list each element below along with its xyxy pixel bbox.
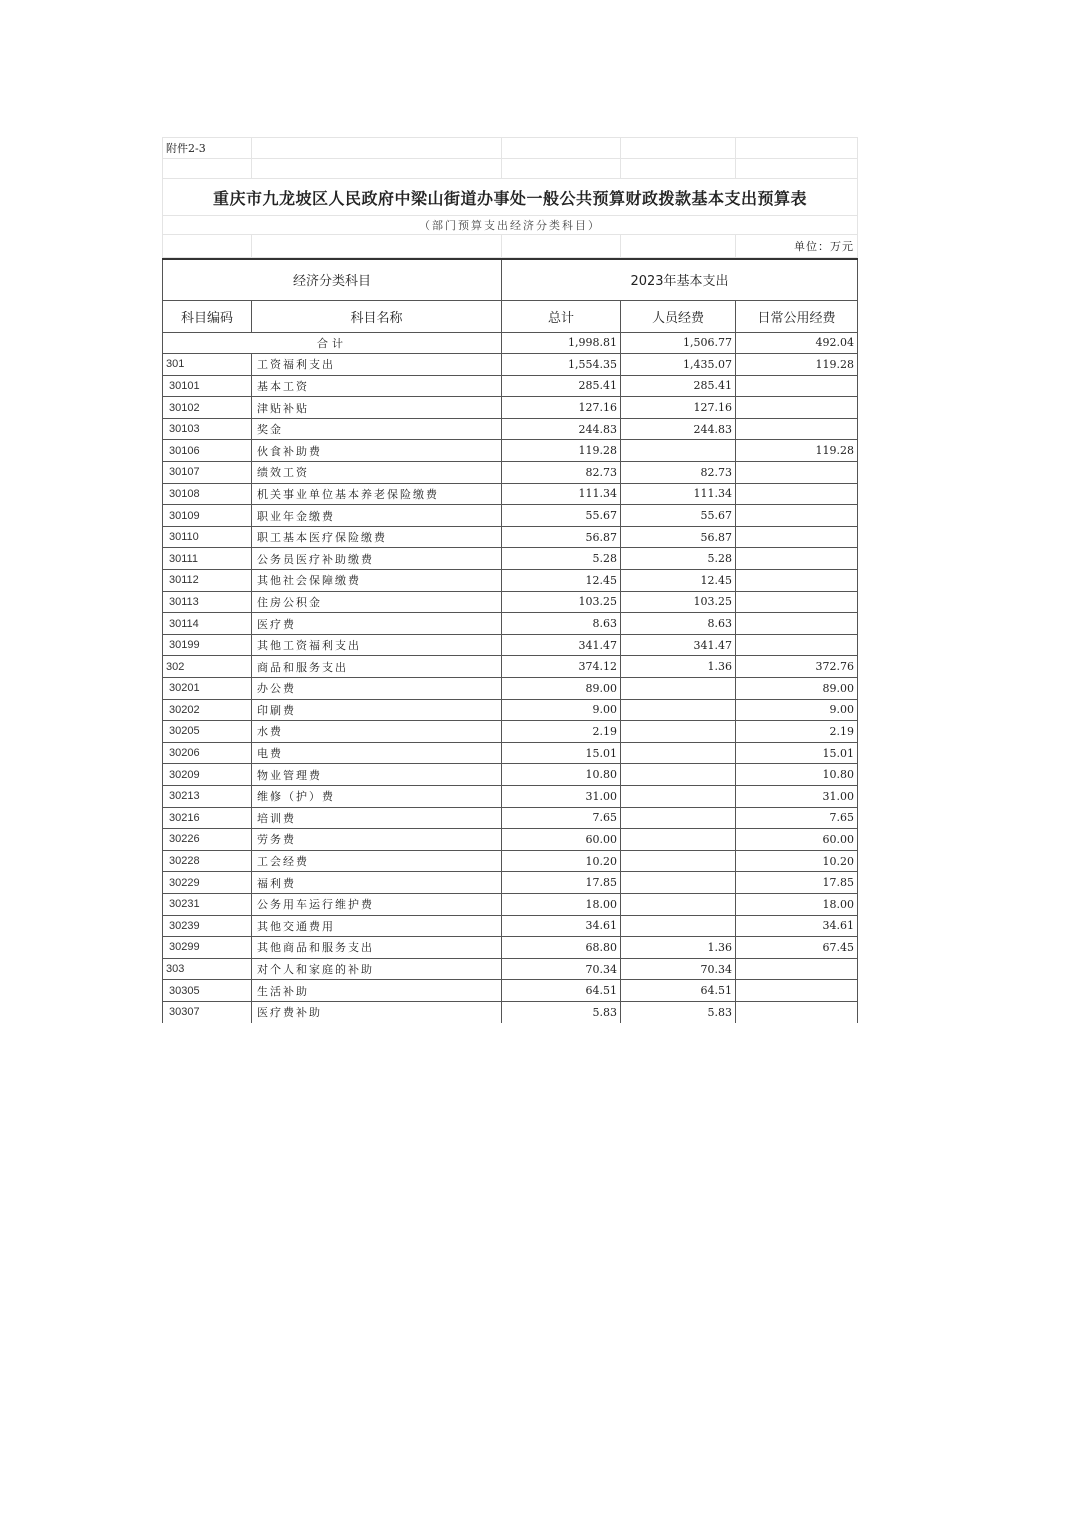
- row-public: [736, 958, 858, 980]
- table-row: [163, 893, 858, 915]
- row-total: 64.51: [502, 980, 621, 1002]
- row-personnel: 55.67: [621, 505, 736, 527]
- row-personnel: 103.25: [621, 591, 736, 613]
- row-total: 127.16: [502, 397, 621, 419]
- row-public: 7.65: [736, 807, 858, 829]
- row-public: [736, 980, 858, 1002]
- summary-public: 492.04: [736, 332, 858, 354]
- row-name: 办公费: [252, 678, 502, 700]
- table-row: [163, 634, 858, 656]
- row-name: 商品和服务支出: [252, 656, 502, 678]
- row-public: [736, 526, 858, 548]
- table-row: [163, 721, 858, 743]
- row-code: 302: [163, 656, 252, 678]
- row-code: 30114: [163, 613, 252, 635]
- row-total: 103.25: [502, 591, 621, 613]
- row-total: 18.00: [502, 893, 621, 915]
- row-code: 30305: [163, 980, 252, 1002]
- row-code: 30101: [163, 375, 252, 397]
- header-code: 科目编码: [163, 300, 252, 332]
- table-row: [163, 678, 858, 700]
- table-row: [163, 354, 858, 376]
- summary-row: [163, 332, 858, 354]
- table-row: [163, 570, 858, 592]
- row-total: 34.61: [502, 915, 621, 937]
- sheet-preamble: [162, 137, 858, 258]
- page-subtitle: （部门预算支出经济分类科目）: [163, 216, 858, 235]
- row-code: 301: [163, 354, 252, 376]
- table-row: [163, 526, 858, 548]
- row-total: 7.65: [502, 807, 621, 829]
- row-total: 2.19: [502, 721, 621, 743]
- header-public: 日常公用经费: [736, 300, 858, 332]
- row-code: 30112: [163, 570, 252, 592]
- row-name: 劳务费: [252, 829, 502, 851]
- row-total: 17.85: [502, 872, 621, 894]
- row-total: 244.83: [502, 418, 621, 440]
- row-public: [736, 1001, 858, 1023]
- row-public: 15.01: [736, 742, 858, 764]
- row-total: 285.41: [502, 375, 621, 397]
- row-personnel: 341.47: [621, 634, 736, 656]
- row-total: 10.80: [502, 764, 621, 786]
- header-basic-expenditure: 2023年基本支出: [502, 259, 858, 300]
- summary-label: 合计: [163, 332, 502, 354]
- row-total: 15.01: [502, 742, 621, 764]
- row-code: 30226: [163, 829, 252, 851]
- row-code: 30216: [163, 807, 252, 829]
- row-personnel: 127.16: [621, 397, 736, 419]
- row-public: 119.28: [736, 354, 858, 376]
- row-public: 31.00: [736, 785, 858, 807]
- row-name: 物业管理费: [252, 764, 502, 786]
- row-name: 工资福利支出: [252, 354, 502, 376]
- row-public: [736, 462, 858, 484]
- row-personnel: [621, 829, 736, 851]
- row-name: 对个人和家庭的补助: [252, 958, 502, 980]
- table-row: [163, 613, 858, 635]
- row-total: 56.87: [502, 526, 621, 548]
- row-code: 30299: [163, 937, 252, 959]
- table-row: [163, 764, 858, 786]
- row-total: 31.00: [502, 785, 621, 807]
- row-code: 30109: [163, 505, 252, 527]
- row-public: [736, 375, 858, 397]
- table-row: [163, 937, 858, 959]
- unit-label: 单位：万元: [736, 235, 858, 258]
- row-code: 30209: [163, 764, 252, 786]
- row-total: 119.28: [502, 440, 621, 462]
- table-row: [163, 548, 858, 570]
- row-personnel: 5.83: [621, 1001, 736, 1023]
- table-row: [163, 807, 858, 829]
- row-code: 30202: [163, 699, 252, 721]
- row-name: 其他工资福利支出: [252, 634, 502, 656]
- row-public: 17.85: [736, 872, 858, 894]
- row-name: 职业年金缴费: [252, 505, 502, 527]
- row-code: 30231: [163, 893, 252, 915]
- row-personnel: 1.36: [621, 656, 736, 678]
- row-code: 30213: [163, 785, 252, 807]
- row-personnel: 285.41: [621, 375, 736, 397]
- row-code: 30201: [163, 678, 252, 700]
- row-code: 30239: [163, 915, 252, 937]
- row-personnel: [621, 893, 736, 915]
- table-row: [163, 591, 858, 613]
- row-name: 生活补助: [252, 980, 502, 1002]
- row-code: 30113: [163, 591, 252, 613]
- row-name: 其他商品和服务支出: [252, 937, 502, 959]
- table-row: [163, 397, 858, 419]
- row-code: 30108: [163, 483, 252, 505]
- row-total: 10.20: [502, 850, 621, 872]
- table-row: [163, 829, 858, 851]
- row-name: 公务用车运行维护费: [252, 893, 502, 915]
- page-title: 重庆市九龙坡区人民政府中梁山街道办事处一般公共预算财政拨款基本支出预算表: [163, 179, 858, 216]
- row-name: 基本工资: [252, 375, 502, 397]
- row-name: 工会经费: [252, 850, 502, 872]
- row-total: 70.34: [502, 958, 621, 980]
- row-total: 5.28: [502, 548, 621, 570]
- row-name: 其他交通费用: [252, 915, 502, 937]
- row-personnel: 244.83: [621, 418, 736, 440]
- row-personnel: [621, 872, 736, 894]
- row-total: 8.63: [502, 613, 621, 635]
- row-name: 培训费: [252, 807, 502, 829]
- table-row: [163, 505, 858, 527]
- row-personnel: 5.28: [621, 548, 736, 570]
- row-public: 67.45: [736, 937, 858, 959]
- row-name: 电费: [252, 742, 502, 764]
- table-row: [163, 483, 858, 505]
- row-public: 372.76: [736, 656, 858, 678]
- row-personnel: 111.34: [621, 483, 736, 505]
- row-personnel: [621, 678, 736, 700]
- row-public: 2.19: [736, 721, 858, 743]
- row-personnel: [621, 699, 736, 721]
- row-total: 12.45: [502, 570, 621, 592]
- row-public: 10.80: [736, 764, 858, 786]
- row-name: 机关事业单位基本养老保险缴费: [252, 483, 502, 505]
- table-row: [163, 915, 858, 937]
- row-total: 82.73: [502, 462, 621, 484]
- row-personnel: [621, 764, 736, 786]
- row-name: 其他社会保障缴费: [252, 570, 502, 592]
- row-total: 5.83: [502, 1001, 621, 1023]
- row-personnel: 70.34: [621, 958, 736, 980]
- row-public: 10.20: [736, 850, 858, 872]
- row-name: 住房公积金: [252, 591, 502, 613]
- table-row: [163, 656, 858, 678]
- attachment-label: 附件2-3: [163, 138, 252, 159]
- row-personnel: [621, 721, 736, 743]
- summary-total: 1,998.81: [502, 332, 621, 354]
- row-public: 60.00: [736, 829, 858, 851]
- row-code: 30206: [163, 742, 252, 764]
- table-row: [163, 958, 858, 980]
- row-name: 福利费: [252, 872, 502, 894]
- budget-table: [162, 258, 858, 1023]
- row-code: 30228: [163, 850, 252, 872]
- row-code: 30106: [163, 440, 252, 462]
- row-public: [736, 483, 858, 505]
- row-public: [736, 418, 858, 440]
- row-public: 18.00: [736, 893, 858, 915]
- row-name: 水费: [252, 721, 502, 743]
- row-total: 60.00: [502, 829, 621, 851]
- row-personnel: [621, 850, 736, 872]
- table-row: [163, 699, 858, 721]
- table-row: [163, 980, 858, 1002]
- row-total: 341.47: [502, 634, 621, 656]
- header-economic-classification: 经济分类科目: [163, 259, 502, 300]
- header-personnel: 人员经费: [621, 300, 736, 332]
- row-name: 维修（护）费: [252, 785, 502, 807]
- row-public: 89.00: [736, 678, 858, 700]
- table-row: [163, 785, 858, 807]
- table-row: [163, 742, 858, 764]
- row-personnel: [621, 440, 736, 462]
- row-code: 30102: [163, 397, 252, 419]
- row-public: [736, 591, 858, 613]
- table-row: [163, 462, 858, 484]
- row-code: 30103: [163, 418, 252, 440]
- row-code: 30107: [163, 462, 252, 484]
- row-name: 奖金: [252, 418, 502, 440]
- row-public: 9.00: [736, 699, 858, 721]
- row-public: [736, 505, 858, 527]
- row-personnel: [621, 742, 736, 764]
- row-public: [736, 397, 858, 419]
- table-row: [163, 850, 858, 872]
- row-name: 公务员医疗补助缴费: [252, 548, 502, 570]
- header-total: 总计: [502, 300, 621, 332]
- row-name: 医疗费补助: [252, 1001, 502, 1023]
- row-code: 303: [163, 958, 252, 980]
- row-total: 9.00: [502, 699, 621, 721]
- row-total: 1,554.35: [502, 354, 621, 376]
- row-personnel: [621, 915, 736, 937]
- header-name: 科目名称: [252, 300, 502, 332]
- row-personnel: 1,435.07: [621, 354, 736, 376]
- table-row: [163, 375, 858, 397]
- row-personnel: 8.63: [621, 613, 736, 635]
- row-name: 绩效工资: [252, 462, 502, 484]
- row-name: 津贴补贴: [252, 397, 502, 419]
- row-code: 30307: [163, 1001, 252, 1023]
- row-personnel: 56.87: [621, 526, 736, 548]
- row-public: [736, 548, 858, 570]
- row-public: 119.28: [736, 440, 858, 462]
- row-name: 伙食补助费: [252, 440, 502, 462]
- row-personnel: 1.36: [621, 937, 736, 959]
- row-public: [736, 570, 858, 592]
- row-total: 111.34: [502, 483, 621, 505]
- row-public: [736, 634, 858, 656]
- table-row: [163, 1001, 858, 1023]
- budget-sheet: [162, 137, 857, 1023]
- row-total: 89.00: [502, 678, 621, 700]
- row-total: 68.80: [502, 937, 621, 959]
- row-personnel: 64.51: [621, 980, 736, 1002]
- row-code: 30199: [163, 634, 252, 656]
- row-code: 30229: [163, 872, 252, 894]
- row-total: 55.67: [502, 505, 621, 527]
- summary-personnel: 1,506.77: [621, 332, 736, 354]
- row-personnel: [621, 785, 736, 807]
- row-code: 30205: [163, 721, 252, 743]
- row-public: 34.61: [736, 915, 858, 937]
- row-personnel: 82.73: [621, 462, 736, 484]
- table-row: [163, 418, 858, 440]
- table-row: [163, 872, 858, 894]
- row-code: 30110: [163, 526, 252, 548]
- row-name: 印刷费: [252, 699, 502, 721]
- row-personnel: 12.45: [621, 570, 736, 592]
- row-personnel: [621, 807, 736, 829]
- row-total: 374.12: [502, 656, 621, 678]
- row-name: 职工基本医疗保险缴费: [252, 526, 502, 548]
- row-name: 医疗费: [252, 613, 502, 635]
- row-code: 30111: [163, 548, 252, 570]
- table-row: [163, 440, 858, 462]
- row-public: [736, 613, 858, 635]
